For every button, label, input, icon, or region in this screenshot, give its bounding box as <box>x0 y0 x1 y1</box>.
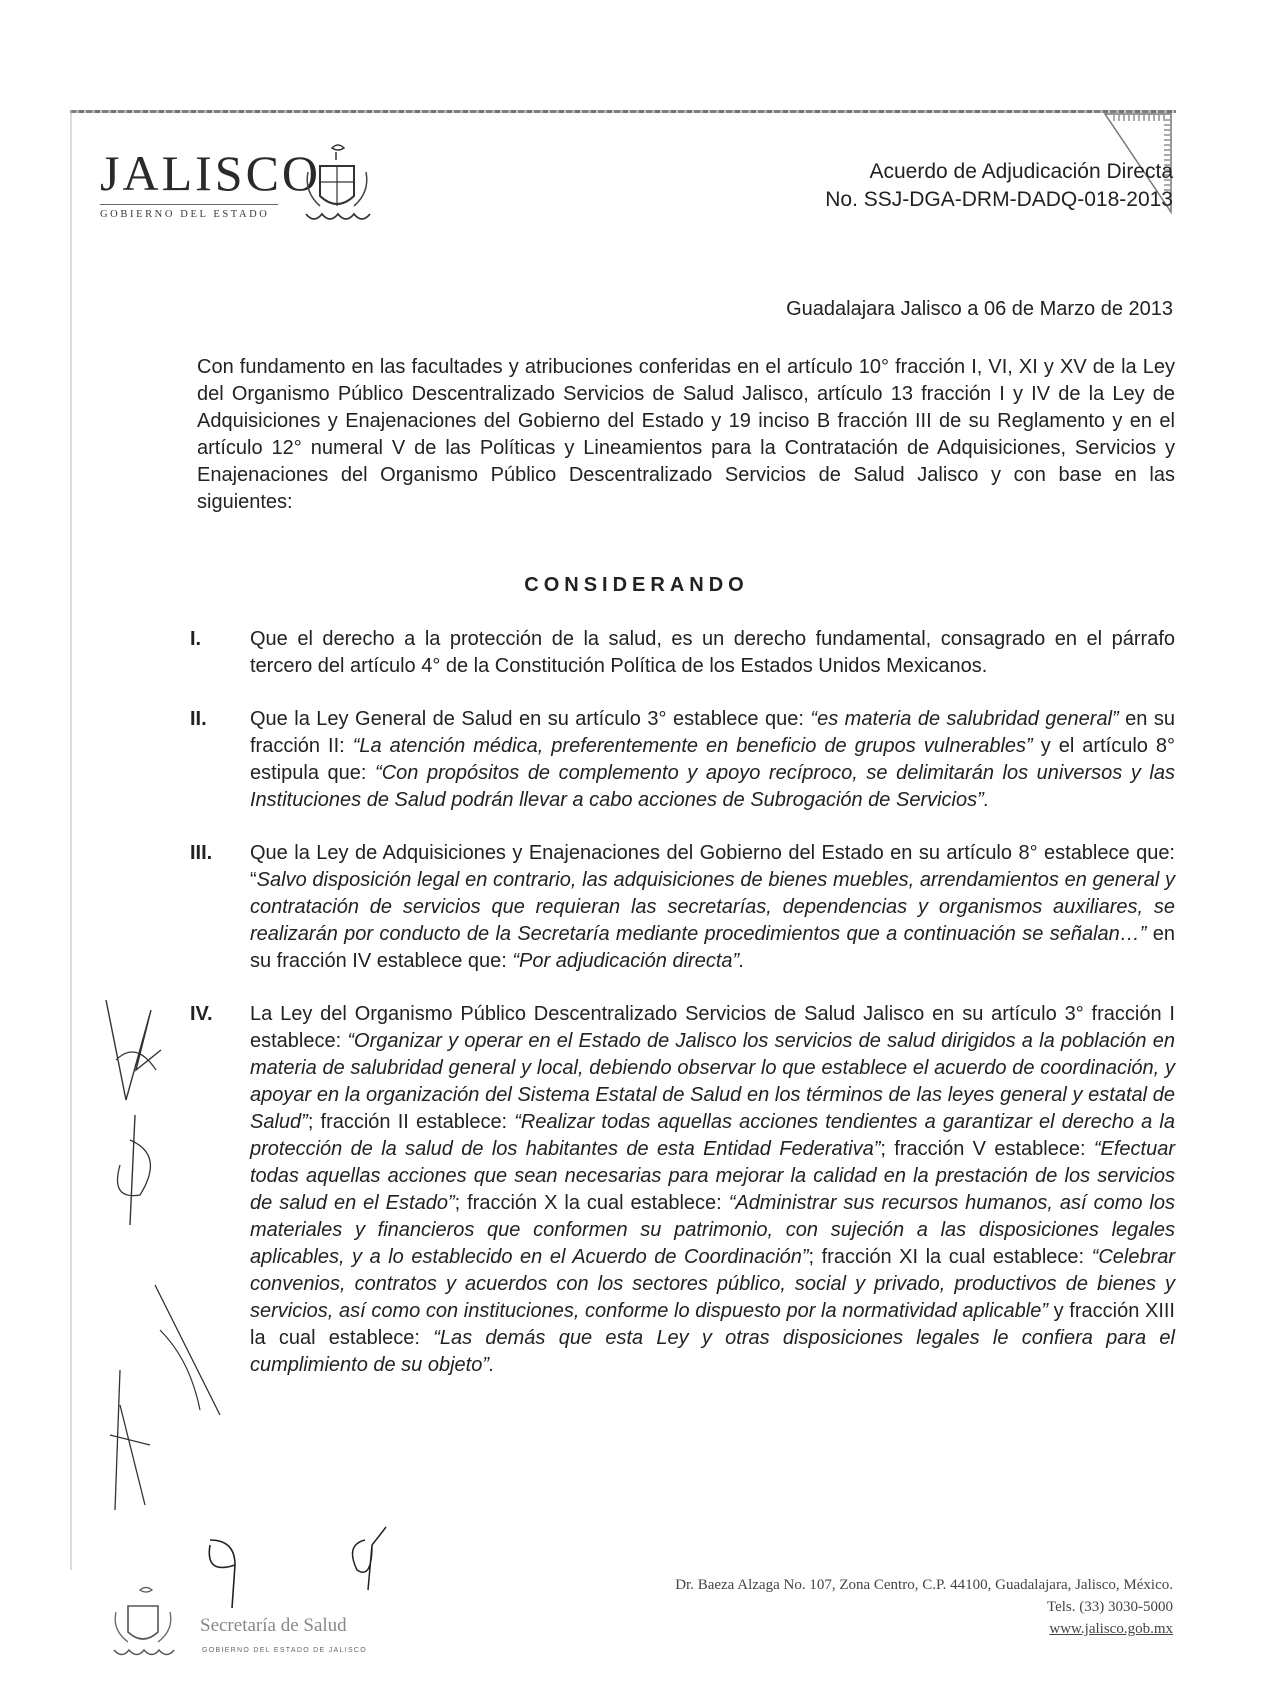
handwritten-initials-signature <box>340 1520 400 1600</box>
handwritten-initials-signature <box>100 1365 160 1515</box>
secretaria-crest-icon <box>110 1586 180 1666</box>
document-header <box>825 158 1173 214</box>
logo-subtitle: GOBIERNO DEL ESTADO <box>100 204 278 220</box>
quoted-text: “Administrar sus recursos humanos, así como los materiales y financieros que conformen su patrimonio, con sujeción a las disposiciones legales aplicables, y a lo establecido en el Acuerdo de Coordinación” <box>250 1192 1175 1268</box>
quoted-text: “Celebrar convenios, contratos y acuerdos con los sectores público, social y privado, productivos de bienes y servicios, así como con instituciones, conforme lo dispuesto por la normatividad aplicable” <box>250 1246 1176 1322</box>
item-text <box>250 706 1175 814</box>
item-text-segment: ; fracción XI la cual establece: <box>808 1246 1092 1268</box>
quoted-text: “Por adjudicación directa”. <box>512 950 745 972</box>
considerando-item <box>190 706 1175 814</box>
item-text-segment: ; fracción X la cual establece: <box>454 1192 729 1214</box>
item-text <box>250 1001 1175 1379</box>
item-text-segment: Que el derecho a la protección de la salud, es un derecho fundamental, consagrado en el párrafo tercero del artículo 4° de la Constitución Política de los Estados Unidos Mexicanos. <box>250 628 1175 677</box>
footer-contact <box>675 1574 1173 1640</box>
handwritten-initials-signature <box>150 1280 230 1420</box>
footer-phones: Tels. (33) 3030-5000 <box>1046 1599 1173 1615</box>
handwritten-initials-signature <box>96 990 166 1110</box>
quoted-text: Salvo disposición legal en contrario, las adquisiciones de bienes muebles, arrendamientos en general y contratación de servicios que requieran las secretarías, dependencias y organismos auxiliares, se realizarán por conducto de la Secretaría mediante procedimientos que a continuación se señalan…” <box>250 869 1175 945</box>
secretaria-subtitle: GOBIERNO DEL ESTADO DE JALISCO <box>202 1647 368 1654</box>
footer-address: Dr. Baeza Alzaga No. 107, Zona Centro, C.P. 44100, Guadalajara, Jalisco, México. <box>675 1577 1173 1593</box>
item-number: IV. <box>190 1003 213 1025</box>
intro-paragraph: Con fundamento en las facultades y atribuciones conferidas en el artículo 10° fracción I, VI, XI y XV de la Ley del Organismo Público Descentralizado Servicios de Salud Jalisco, artículo 13 fracción I y IV de la Ley de Adquisiciones y Enajenaciones del Gobierno del Estado y 19 inciso B fracción III de su Reglamento y en el artículo 12° numeral V de las Políticas y Lineamientos para la Contratación de Adquisiciones, Servicios y Enajenaciones del Organismo Público Descentralizado Servicios de Salud Jalisco y con base en las siguientes: <box>197 356 1175 513</box>
item-text-segment: Que la Ley General de Salud en su artículo 3° establece que: <box>250 708 811 730</box>
considerando-list <box>190 626 1175 1405</box>
item-text <box>250 626 1175 680</box>
item-text-segment: y el artículo 8° estipula que: <box>250 735 1176 784</box>
document-number: No. SSJ-DGA-DRM-DADQ-018-2013 <box>825 188 1173 211</box>
handwritten-initials-signature <box>190 1530 250 1610</box>
item-text-segment: en su fracción IV establece que: <box>250 923 1175 972</box>
document-title: Acuerdo de Adjudicación Directa <box>869 160 1173 183</box>
left-border-line <box>70 110 72 1570</box>
item-text-segment: ; fracción V establece: <box>880 1138 1094 1160</box>
state-crest-icon <box>302 142 372 232</box>
item-number: I. <box>190 628 202 650</box>
item-text-segment: y fracción XIII la cual establece: <box>250 1300 1175 1349</box>
quoted-text: “Realizar todas aquellas acciones tendientes a garantizar el derecho a la protección de la salud de los habitantes de esta Entidad Federativa” <box>250 1111 1175 1160</box>
top-border-line <box>70 110 1176 113</box>
jalisco-logo <box>100 145 322 220</box>
section-heading: CONSIDERANDO <box>524 574 749 596</box>
item-text-segment: en su fracción II: <box>250 708 1175 757</box>
secretaria-name: Secretaría de Salud <box>200 1615 347 1636</box>
quoted-text: “Las demás que esta Ley y otras disposiciones legales le confiera para el cumplimiento de su objeto”. <box>250 1327 1175 1376</box>
considerando-item <box>190 840 1175 975</box>
quoted-text: “Efectuar todas aquellas acciones que sean necesarias para mejorar la calidad en la prestación de los servicios de salud en el Estado” <box>250 1138 1176 1214</box>
item-text-segment: La Ley del Organismo Público Descentralizado Servicios de Salud Jalisco en su artículo 3° fracción I establece: <box>250 1003 1175 1052</box>
item-text-segment: Que la Ley de Adquisiciones y Enajenaciones del Gobierno del Estado en su artículo 8° establece que: “ <box>250 842 1175 891</box>
footer-website-link[interactable]: www.jalisco.gob.mx <box>1049 1621 1173 1637</box>
quoted-text: “es materia de salubridad general” <box>810 708 1119 730</box>
quoted-text: “Con propósitos de complemento y apoyo recíproco, se delimitarán los universos y las Instituciones de Salud podrán llevar a cabo acciones de Subrogación de Servicios”. <box>250 762 1176 811</box>
item-number: III. <box>190 842 213 864</box>
item-text-segment: ; fracción II establece: <box>307 1111 515 1133</box>
quoted-text: “La atención médica, preferentemente en beneficio de grupos vulnerables” <box>352 735 1033 757</box>
item-text <box>250 840 1175 975</box>
considerando-item <box>190 1001 1175 1379</box>
logo-word: JALISCO <box>100 145 322 201</box>
handwritten-initials-signature <box>100 1110 170 1230</box>
quoted-text: “Organizar y operar en el Estado de Jalisco los servicios de salud dirigidos a la población en materia de salubridad general y local, debiendo observar lo que establece el acuerdo de coordinación, y apoyar en la organización del Sistema Estatal de Salud en los términos de las leyes general y estatal de Salud” <box>250 1030 1175 1133</box>
item-number: II. <box>190 708 207 730</box>
document-date: Guadalajara Jalisco a 06 de Marzo de 2013 <box>786 298 1173 320</box>
considerando-item <box>190 626 1175 680</box>
